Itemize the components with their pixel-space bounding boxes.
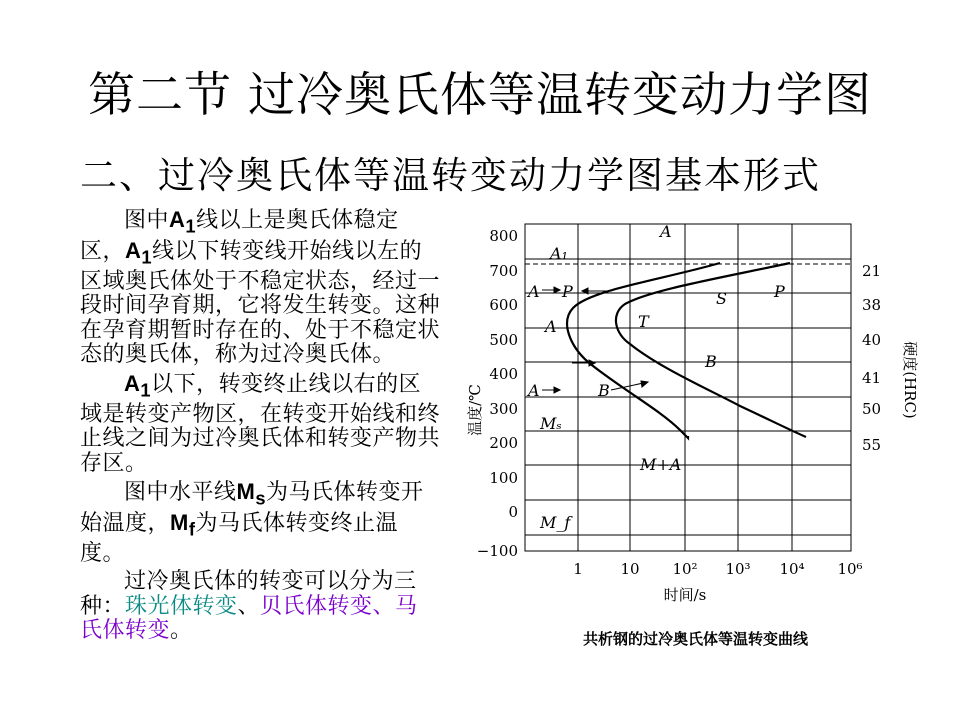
region-label: A — [660, 222, 672, 241]
y-tick: 300 — [489, 400, 518, 418]
hrc-tick: 38 — [862, 296, 882, 314]
y-tick: 100 — [489, 469, 518, 487]
x-tick: 10³ — [725, 560, 751, 578]
symbol-a1: $A_1$ — [125, 237, 153, 268]
y-axis-label: 温度/℃ — [466, 384, 484, 436]
y-tick: 600 — [489, 296, 518, 314]
symbol-a1: $A_1$ — [124, 370, 152, 401]
p4-pre: 过冷奥氏体的转变可以分为三种： — [80, 569, 417, 619]
x-axis-ticks — [573, 560, 862, 578]
p1-post: 线以下转变线开始线以左的区域奥氏体处于不稳定状态，经过一段时间孕育期，它将发生转变。这种在孕育期暂时存在的、处于不稳定状态的奥氏体，称为过冷奥氏体。 — [80, 238, 441, 368]
x-tick: 10² — [672, 560, 698, 578]
y-tick: 200 — [489, 434, 518, 452]
paragraph-1 — [80, 208, 440, 368]
section-subtitle: 二、过冷奥氏体等温转变动力学图基本形式 — [80, 154, 821, 197]
y-tick: 800 — [489, 227, 518, 245]
region-label: M+A — [640, 455, 682, 474]
region-label: B — [705, 352, 717, 371]
hrc-tick: 21 — [862, 262, 882, 280]
p2-post: 以下，转变终止线以右的区域是转变产物区，在转变开始线和终止线之间为过冷奥氏体和转变产物共存区。 — [80, 371, 441, 476]
start-curve — [567, 263, 720, 438]
y-tick: 0 — [508, 503, 518, 521]
x-tick: 1 — [573, 560, 583, 578]
region-labels — [526, 222, 785, 532]
hrc-tick: 50 — [862, 400, 882, 418]
region-label: Mₛ — [540, 414, 562, 433]
right-axis-label: 硬度(HRC) — [901, 341, 919, 419]
x-tick: 10⁶ — [837, 560, 863, 578]
p3-post: 为马氏体转变终止温度。 — [80, 511, 398, 566]
region-label: A — [528, 381, 540, 400]
p1-pre: 图中 — [124, 208, 170, 233]
symbol-mf: $M_f$ — [170, 510, 196, 540]
region-label: A₁ — [550, 244, 568, 263]
description-text — [80, 208, 440, 648]
grid — [525, 224, 851, 551]
paragraph-4: 过冷奥氏体的转变可以分为三种：珠光体转变、贝氏体转变、马氏体转变。 — [80, 569, 418, 644]
ttt-diagram — [466, 210, 919, 610]
y-tick: 400 — [489, 365, 518, 383]
paragraph-2 — [80, 372, 440, 476]
y-tick: 500 — [489, 331, 518, 349]
region-label: A — [528, 282, 540, 301]
p1-mid: 线以上是奥氏体稳定区， — [80, 208, 399, 264]
p3-pre: 图中水平线 — [124, 480, 237, 506]
page-title: 第二节 过冷奥氏体等温转变动力学图 — [88, 68, 872, 123]
hrc-tick: 55 — [862, 436, 882, 454]
region-label: A — [545, 317, 557, 336]
bainite-martensite-transformation: 贝氏体转变、马氏体转变 — [80, 593, 418, 644]
symbol-ms: $M_s$ — [236, 479, 267, 509]
y-tick: 700 — [489, 262, 518, 280]
x-tick: 10 — [620, 560, 640, 578]
hrc-tick: 41 — [862, 369, 882, 387]
region-label: S — [716, 289, 727, 308]
arrows — [542, 287, 648, 393]
p3-mid: 为马氏体转变开始温度， — [80, 480, 424, 537]
right-axis-ticks — [862, 262, 881, 454]
region-label: P — [562, 282, 573, 301]
hrc-tick: 40 — [862, 331, 882, 349]
paragraph-3 — [80, 480, 440, 566]
chart-caption: 共析钢的过冷奥氏体等温转变曲线 — [583, 630, 809, 648]
region-label: T — [638, 312, 649, 331]
x-axis-label: 时间/s — [663, 586, 707, 604]
region-label: M_f — [540, 513, 571, 532]
plot-frame — [525, 224, 851, 551]
y-tick: −100 — [476, 542, 518, 560]
symbol-a1: $A_1$ — [169, 207, 197, 237]
x-tick: 10⁴ — [779, 560, 805, 578]
pearlite-transformation: 珠光体转变 — [125, 593, 238, 619]
region-label: P — [774, 282, 785, 301]
region-label: B — [598, 381, 610, 400]
